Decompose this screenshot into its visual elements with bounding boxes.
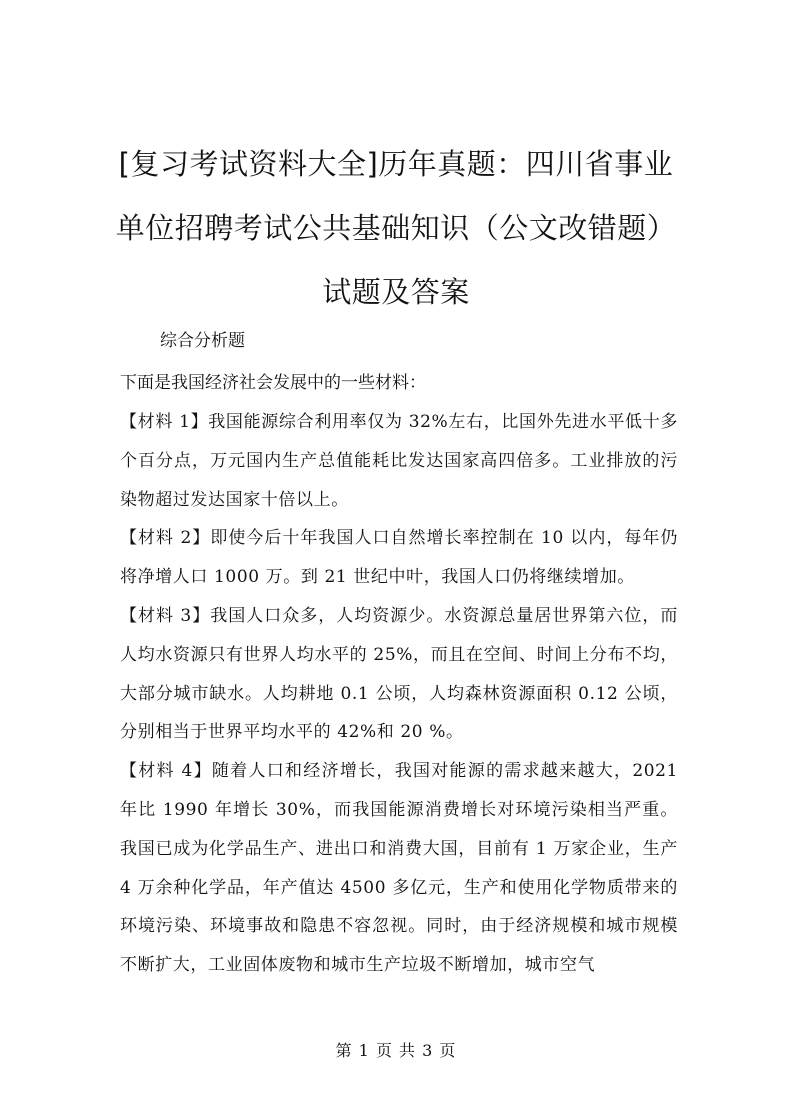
section-label: 综合分析题 (160, 331, 245, 351)
material-4-paragraph: 【材料 4】随着人口和经济增长，我国对能源的需求越来越大，2021 年比 1990 年增长 30%，而我国能源消费增长对环境污染相当严重。我国已成为化学品生产、进出口和消费大国，目前有 1 万家企业，生产 4 万余种化学品，年产值达 4500 多亿元，生产和使用化学物质带来的环境污染、环境事故和隐患不容忽视。同时，由于经济规模和城市规模不断扩大，工业固体废物和城市生产垃圾不断增加，城市空气 (120, 761, 678, 976)
material-1-paragraph: 【材料 1】我国能源综合利用率仅为 32%左右，比国外先进水平低十多 个百分点，万元国内生产总值能耗比发达国家高四倍多。工业排放的污染物超过发达国家十倍以上。 (120, 412, 678, 510)
material-3-paragraph: 【材料 3】我国人口众多，人均资源少。水资源总量居世界第六位，而人均水资源只有世界人均水平的 25%，而且在空间、时间上分布不均，大部分城市缺水。人均耕地 0.1 公顷，人均森林资源面积 0.12 公顷，分别相当于世界平均水平的 42%和 20 %。 (120, 605, 678, 743)
intro-text: 下面是我国经济社会发展中的一些材料： (120, 373, 426, 393)
material-2-paragraph: 【材料 2】即使今后十年我国人口自然增长率控制在 10 以内，每年仍将净增人口 1000 万。到 21 世纪中叶，我国人口仍将继续增加。 (120, 528, 678, 588)
page-indicator: 第 1 页 共 3 页 (335, 1041, 457, 1060)
material-paragraphs (120, 403, 678, 985)
document-title: [复习考试资料大全]历年真题：四川省事业单位招聘考试公共基础知识（公文改错题）试题及答案 (115, 147, 677, 309)
